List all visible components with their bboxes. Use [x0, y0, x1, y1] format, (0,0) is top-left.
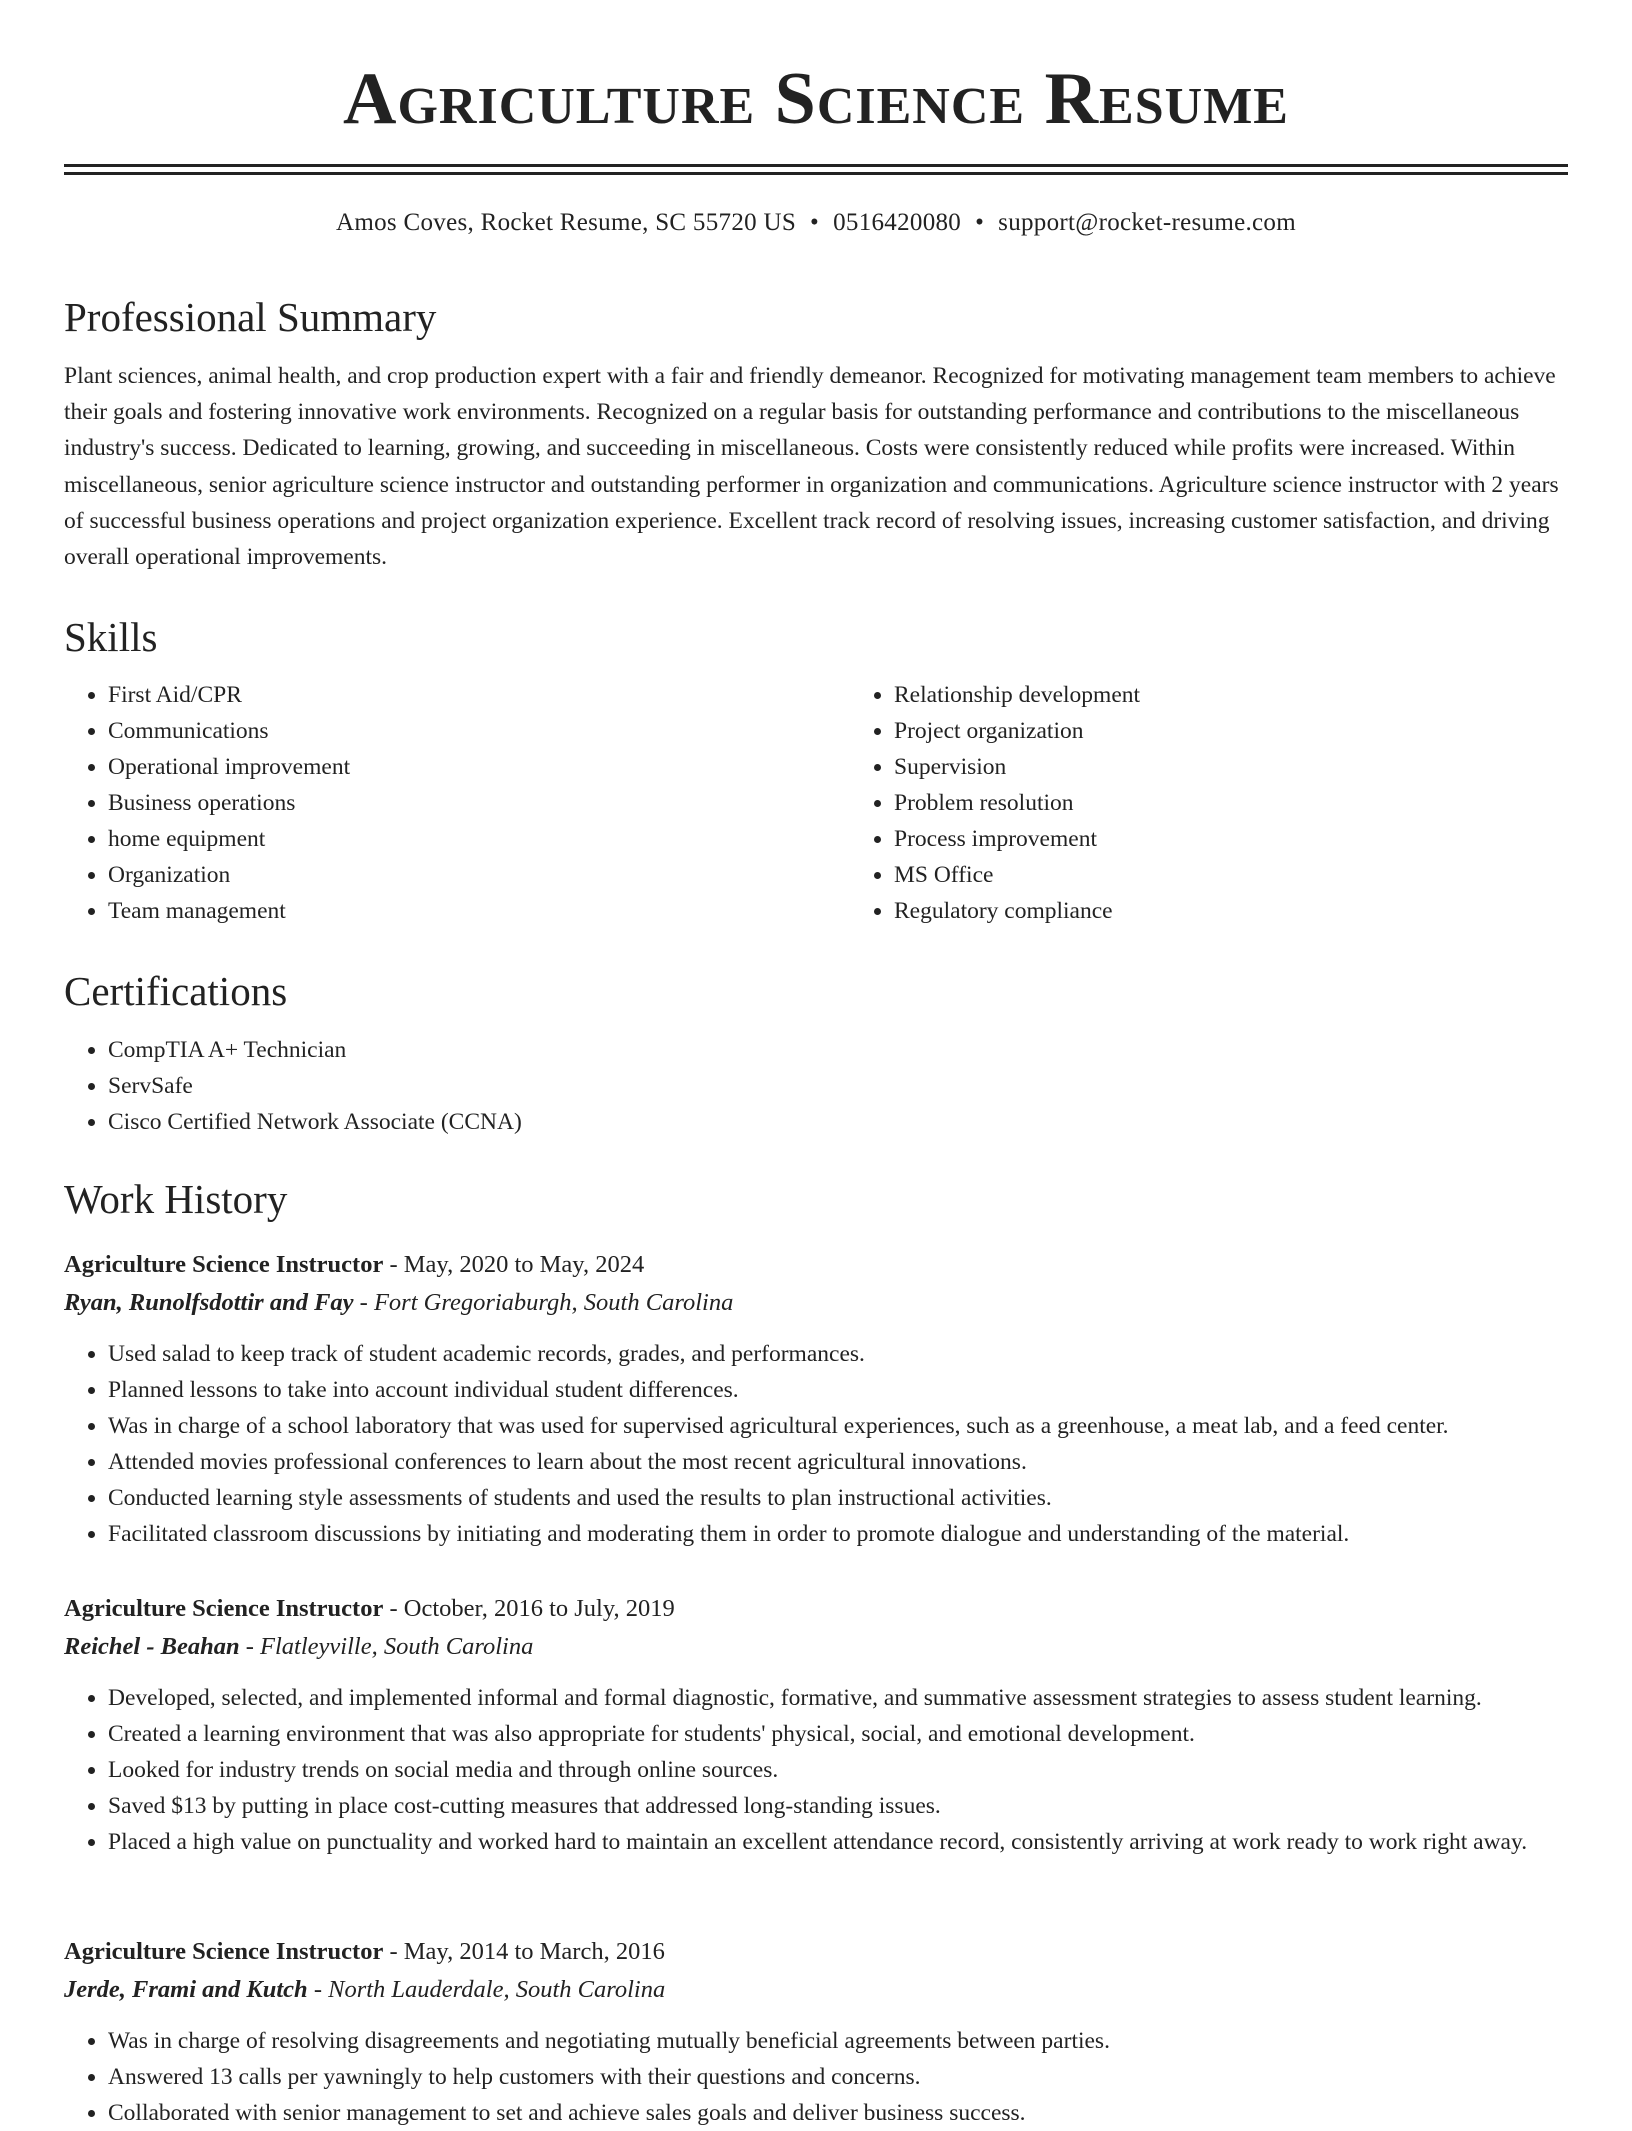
work-history-heading: Work History — [64, 1176, 288, 1222]
job-bullet: • Created a learning environment that was also appropriate for students' physical, social, and emotional development. — [108, 1716, 1568, 1752]
job-bullet: • Facilitated classroom discussions by initiating and moderating them in order to promote dialogue and understanding of the material. — [108, 1516, 1568, 1552]
resume-title: Agriculture Science Resume — [343, 58, 1289, 140]
skill-item: • Team management — [108, 893, 850, 929]
certification-item: • CompTIA A+ Technician — [108, 1032, 1568, 1068]
job-company: Reichel - Beahan — [64, 1633, 240, 1660]
job-header: Agriculture Science Instructor - May, 2014 to March, 2016 — [64, 1938, 665, 1965]
job-dates: October, 2016 to July, 2019 — [403, 1595, 675, 1622]
job-company-line: Reichel - Beahan - Flatleyville, South Carolina — [64, 1633, 534, 1660]
job-bullets — [64, 1336, 1568, 1552]
summary-heading: Professional Summary — [64, 294, 437, 340]
contact-address: Amos Coves, Rocket Resume, SC 55720 US — [336, 209, 797, 236]
skill-item: • First Aid/CPR — [108, 677, 850, 713]
job-bullet: • Was in charge of a school laboratory that was used for supervised agricultural experiences, such as a greenhouse, a meat lab, and a feed center. — [108, 1408, 1568, 1444]
certification-item: • ServSafe — [108, 1068, 1568, 1104]
certifications-section — [64, 966, 1568, 1140]
skill-item: • MS Office — [894, 857, 1140, 893]
job-location: Flatleyville, South Carolina — [260, 1633, 534, 1660]
job-location: North Lauderdale, South Carolina — [328, 1976, 666, 2003]
certifications-heading: Certifications — [64, 968, 288, 1014]
skill-item: • Supervision — [894, 749, 1140, 785]
job-company-line: Jerde, Frami and Kutch - North Lauderdale, South Carolina — [64, 1976, 666, 2003]
job-entry — [64, 1590, 1568, 1860]
job-dates: May, 2020 to May, 2024 — [403, 1251, 645, 1278]
job-bullets — [64, 2023, 1568, 2131]
job-header: Agriculture Science Instructor - October, 2016 to July, 2019 — [64, 1595, 675, 1622]
skill-item: • home equipment — [108, 821, 850, 857]
skill-item: • Process improvement — [894, 821, 1140, 857]
contact-separator: • — [810, 209, 820, 236]
skills-columns — [64, 677, 1568, 929]
job-title: Agriculture Science Instructor — [64, 1251, 384, 1278]
skills-list-left — [64, 677, 850, 929]
job-company: Jerde, Frami and Kutch — [64, 1976, 308, 2003]
job-dates: May, 2014 to March, 2016 — [403, 1938, 665, 1965]
job-bullet: • Placed a high value on punctuality and worked hard to maintain an excellent attendance record, consistently arriving at work ready to work right away. — [108, 1824, 1568, 1860]
job-entry — [64, 1933, 1568, 2131]
skill-item: • Project organization — [894, 713, 1140, 749]
job-location: Fort Gregoriaburgh, South Carolina — [373, 1289, 734, 1316]
job-header: Agriculture Science Instructor - May, 2020 to May, 2024 — [64, 1251, 645, 1278]
job-company: Ryan, Runolfsdottir and Fay — [64, 1289, 354, 1316]
job-company-line: Ryan, Runolfsdottir and Fay - Fort Gregoriaburgh, South Carolina — [64, 1289, 734, 1316]
job-bullet: • Developed, selected, and implemented informal and formal diagnostic, formative, and summative assessment strategies to assess student learning. — [108, 1680, 1568, 1716]
job-entry — [64, 1246, 1568, 1552]
skills-list-right — [850, 677, 1140, 929]
contact-separator: • — [975, 209, 985, 236]
skill-item: • Regulatory compliance — [894, 893, 1140, 929]
skills-heading: Skills — [64, 614, 158, 660]
job-bullet: • Collaborated with senior management to set and achieve sales goals and deliver business success. — [108, 2095, 1568, 2131]
skill-item: • Operational improvement — [108, 749, 850, 785]
job-bullet: • Planned lessons to take into account individual student differences. — [108, 1372, 1568, 1408]
skill-item: • Communications — [108, 713, 850, 749]
certifications-list — [64, 1032, 1568, 1140]
job-bullet: • Used salad to keep track of student academic records, grades, and performances. — [108, 1336, 1568, 1372]
job-title: Agriculture Science Instructor — [64, 1938, 384, 1965]
work-history-section — [64, 1174, 1568, 1224]
job-title: Agriculture Science Instructor — [64, 1595, 384, 1622]
contact-line — [64, 208, 1568, 238]
skills-section — [64, 612, 1568, 929]
job-bullets — [64, 1680, 1568, 1860]
job-bullet: • Was in charge of resolving disagreements and negotiating mutually beneficial agreements between parties. — [108, 2023, 1568, 2059]
job-bullet: • Looked for industry trends on social media and through online sources. — [108, 1752, 1568, 1788]
job-bullet: • Attended movies professional conferences to learn about the most recent agricultural innovations. — [108, 1444, 1568, 1480]
summary-section — [64, 292, 1568, 575]
job-bullet: • Saved $13 by putting in place cost-cutting measures that addressed long-standing issues. — [108, 1788, 1568, 1824]
skill-item: • Relationship development — [894, 677, 1140, 713]
certification-item: • Cisco Certified Network Associate (CCNA) — [108, 1104, 1568, 1140]
skill-item: • Organization — [108, 857, 850, 893]
summary-text: Plant sciences, animal health, and crop production expert with a fair and friendly demeanor. Recognized for motivating management team members to achieve their goals and fostering innovative work environments. Recognized on a regular basis for outstanding performance and contributions to the miscellaneous industry's success. Dedicated to learning, growing, and succeeding in miscellaneous. Costs were consistently reduced while profits were increased. Within miscellaneous, senior agriculture science instructor and outstanding performer in organization and communications. Agriculture science instructor with 2 years of successful business operations and project organization experience. Excellent track record of resolving issues, increasing customer satisfaction, and driving overall operational improvements. — [64, 363, 1559, 571]
contact-phone: 0516420080 — [833, 209, 962, 236]
job-bullet: • Conducted learning style assessments of students and used the results to plan instructional activities. — [108, 1480, 1568, 1516]
contact-email[interactable]: support@rocket-resume.com — [998, 209, 1296, 236]
title-divider — [64, 164, 1568, 175]
job-bullet: • Answered 13 calls per yawningly to help customers with their questions and concerns. — [108, 2059, 1568, 2095]
skill-item: • Business operations — [108, 785, 850, 821]
skill-item: • Problem resolution — [894, 785, 1140, 821]
